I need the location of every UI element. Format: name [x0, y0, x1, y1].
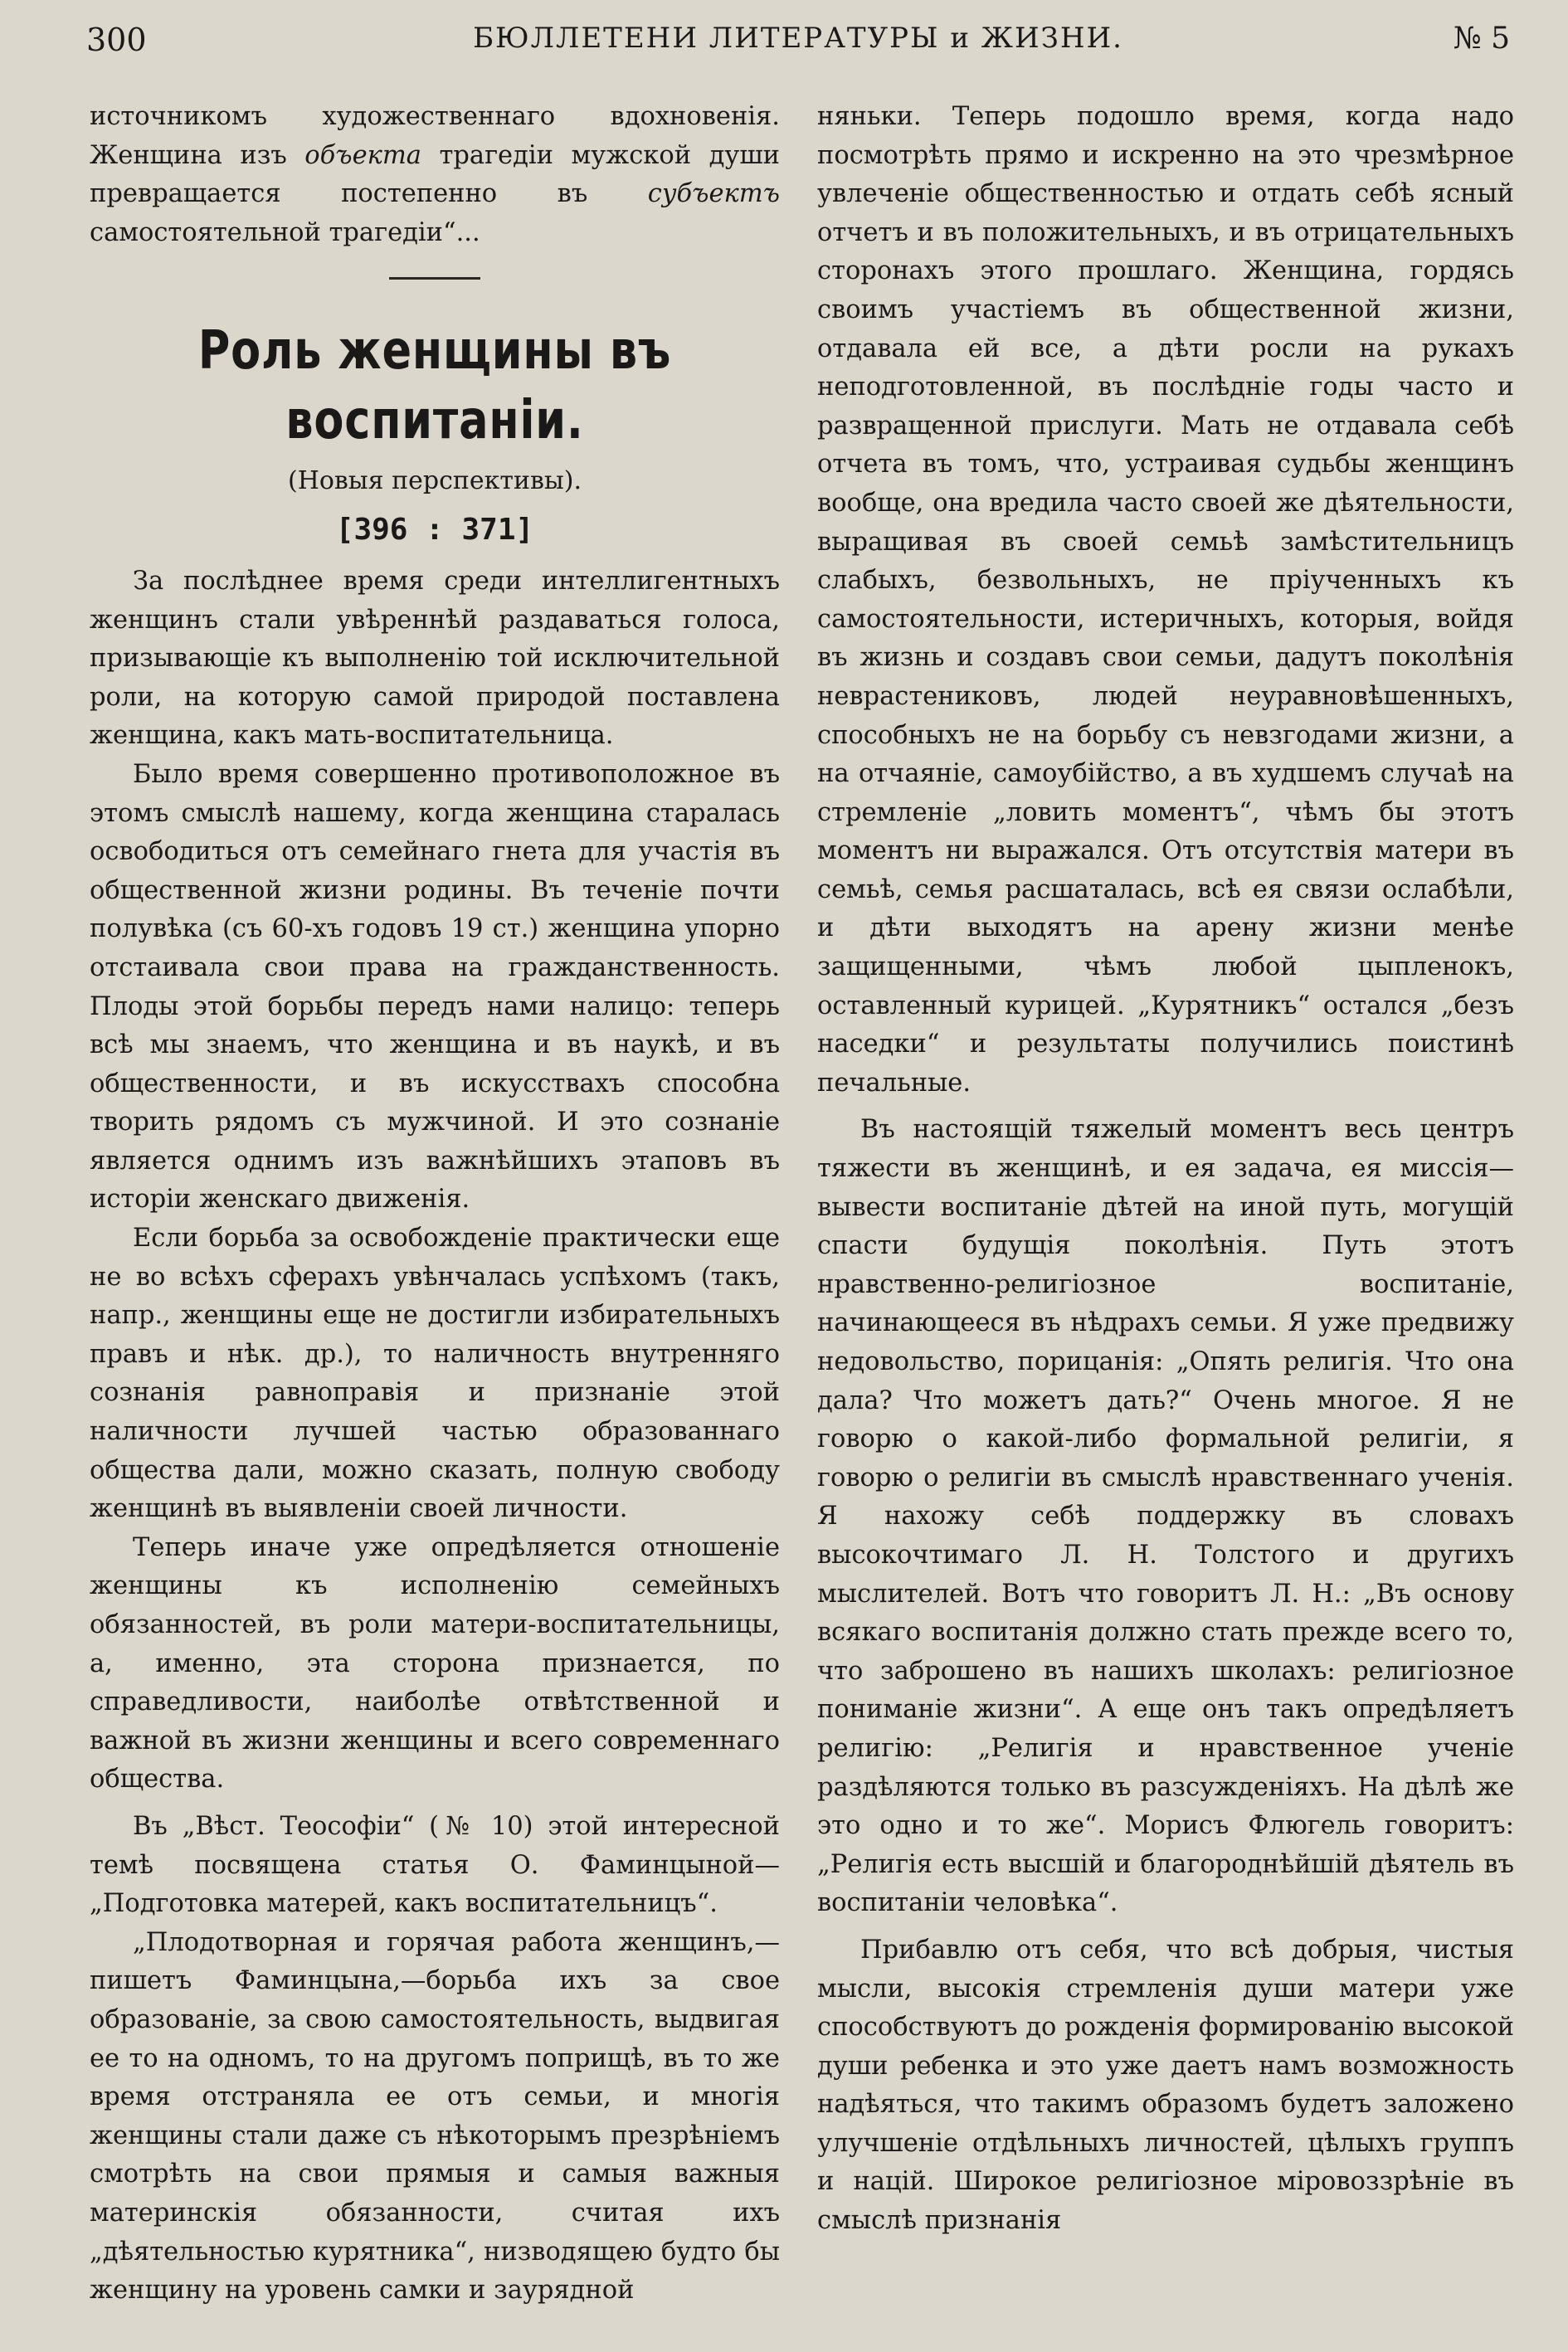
classification-code: [396 : 371] — [335, 512, 534, 547]
paragraph: Прибавлю отъ себя, что всѣ добрыя, чистыя мысли, высокія стремленія души матери уже способствуютъ до рожденія формированію высокой души ребенка и это уже даетъ намъ возможность надѣяться, что такимъ образомъ будетъ заложено улучшеніе отдѣльныхъ личностей, цѣлыхъ группъ и націй. Широкое религіозное міровоззрѣніе въ смыслѣ признанія — [817, 1935, 1514, 2236]
paragraph: За послѣднее время среди интеллигентныхъ женщинъ стали увѣреннѣй раздаваться голоса, призывающіе къ выполненію той исключительной роли, на которую самой природой поставлена женщина, какъ мать-воспитательница. — [90, 566, 780, 751]
paragraph: Въ настоящій тяжелый моментъ весь центръ тяжести въ женщинѣ, и ея задача, ея миссія—вывести воспитаніе дѣтей на иной путь, могущій спасти будущія поколѣнія. Путь этотъ нравственно-религіозное воспитаніе, начинающееся въ нѣдрахъ семьи. Я уже предвижу недовольство, порицанія: „Опять религія. Что она дала? Что можетъ дать?“ Очень многое. Я не говорю о какой-либо формальной религіи, я говорю о религіи въ смыслѣ нравственнаго ученія. Я нахожу себѣ поддержку въ словахъ высокочтимаго Л. Н. Толстого и другихъ мыслителей. Вотъ что говоритъ Л. Н.: „Въ основу всякаго воспитанія должно стать прежде всего то, что заброшено въ нашихъ школахъ: религіозное пониманіе жизни“. А еще онъ такъ опредѣляетъ религію: „Религія и нравственное ученіе раздѣляются только въ разсужденіяхъ. На дѣлѣ же это одно и то же“. Морисъ Флюгель говоритъ: „Религія есть высшій и благороднѣйшій дѣятель въ воспитаніи человѣка“. — [817, 1115, 1514, 1918]
running-title: БЮЛЛЕТЕНИ ЛИТЕРАТУРЫ и ЖИЗНИ. — [473, 22, 1123, 55]
section-divider — [389, 277, 480, 280]
issue-number: № 5 — [1453, 22, 1510, 56]
page-header — [86, 22, 1510, 63]
paragraph: Было время совершенно противоположное въ этомъ смыслѣ нашему, когда женщина старалась освободиться отъ семейнаго гнета для участія въ общественной жизни родины. Въ теченіе почти полувѣка (съ 60-хъ годовъ 19 ст.) женщина упорно отстаивала свои права на гражданственность. Плоды этой борьбы передъ нами налицо: теперь всѣ мы знаемъ, что женщина и въ наукѣ, и въ общественности, и въ искусствахъ способна творить рядомъ съ мужчиной. И это сознаніе является однимъ изъ важнѣйшихъ этаповъ въ исторіи женскаго движенія. — [90, 759, 780, 1215]
article-title: Роль женщины въ воспитаніи. — [197, 320, 672, 452]
page-number: 300 — [86, 22, 147, 58]
paragraph-continued: няньки. Теперь подошло время, когда надо посмотрѣть прямо и искренно на это чрезмѣрное увлеченіе общественностью и отдать себѣ ясный отчетъ и въ положительныхъ, и въ отрицательныхъ сторонахъ этого прошлаго. Женщина, гордясь своимъ участіемъ въ общественной жизни, отдавала ей все, а дѣти росли на рукахъ неподготовленной, въ послѣдніе годы часто и развращенной прислуги. Мать не отдавала себѣ отчета въ томъ, что, устраивая судьбы женщинъ вообще, она вредила часто своей же дѣятельности, выращивая въ своей семьѣ замѣстительницъ слабыхъ, безвольныхъ, не пріученныхъ къ самостоятельности, истеричныхъ, которыя, войдя въ жизнь и создавъ свои семьи, дадутъ поколѣнія неврастениковъ, людей неуравновѣшенныхъ, способныхъ не на борьбу съ невзгодами жизни, а на отчаяніе, самоубійство, а въ худшемъ случаѣ на стремленіе „ловить моментъ“, чѣмъ бы этотъ моментъ ни выражался. Отъ отсутствія матери въ семьѣ, семья расшаталась, всѣ ея связи ослабѣли, и дѣти выходятъ на арену жизни менѣе защищенными, чѣмъ любой цыпленокъ, оставленный курицей. „Курятникъ“ остался „безъ наседки“ и результаты получились поистинѣ печальные. — [817, 102, 1514, 1098]
quoted-paragraph: „Плодотворная и горячая работа женщинъ,—пишетъ Фаминцына,—борьба ихъ за свое образованіе, за свою самостоятельность, выдвигая ее то на одномъ, то на другомъ поприщѣ, въ то же время отстраняла ее отъ семьи, и многія женщины стали даже съ нѣкоторымъ презрѣніемъ смотрѣть на свои прямыя и самыя важныя материнскія обязанности, считая ихъ „дѣятельностью курятника“, низводящею будто бы женщину на уровень самки и заурядной — [90, 1927, 780, 2306]
right-column — [817, 98, 1514, 2327]
article-subtitle: (Новыя перспективы). — [287, 466, 582, 496]
previous-article-ending: источникомъ художественнаго вдохновенія. Женщина изъ объекта трагедіи мужской души превращается постепенно въ субъектъ самостоятельной трагедіи“... — [90, 102, 781, 247]
left-column — [90, 98, 780, 2327]
paragraph: Въ „Вѣст. Теософіи“ (№ 10) этой интересной темѣ посвящена статья О. Фаминцыной—„Подготовка матерей, какъ воспитательницъ“. — [90, 1811, 780, 1919]
paragraph: Теперь иначе уже опредѣляется отношеніе женщины къ исполненію семейныхъ обязанностей, въ роли матери-воспитательницы, а, именно, эта сторона признается, по справедливости, наиболѣе отвѣтственной и важной въ жизни женщины и всего современнаго общества. — [90, 1532, 780, 1794]
paragraph: Если борьба за освобожденіе практически еще не во всѣхъ сферахъ увѣнчалась успѣхомъ (такъ, напр., женщины еще не достигли избирательныхъ правъ и нѣк. др.), то наличность внутренняго сознанія равноправія и признаніе этой наличности лучшей частью образованнаго общества дали, можно сказать, полную свободу женщинѣ въ выявленіи своей личности. — [90, 1224, 780, 1524]
